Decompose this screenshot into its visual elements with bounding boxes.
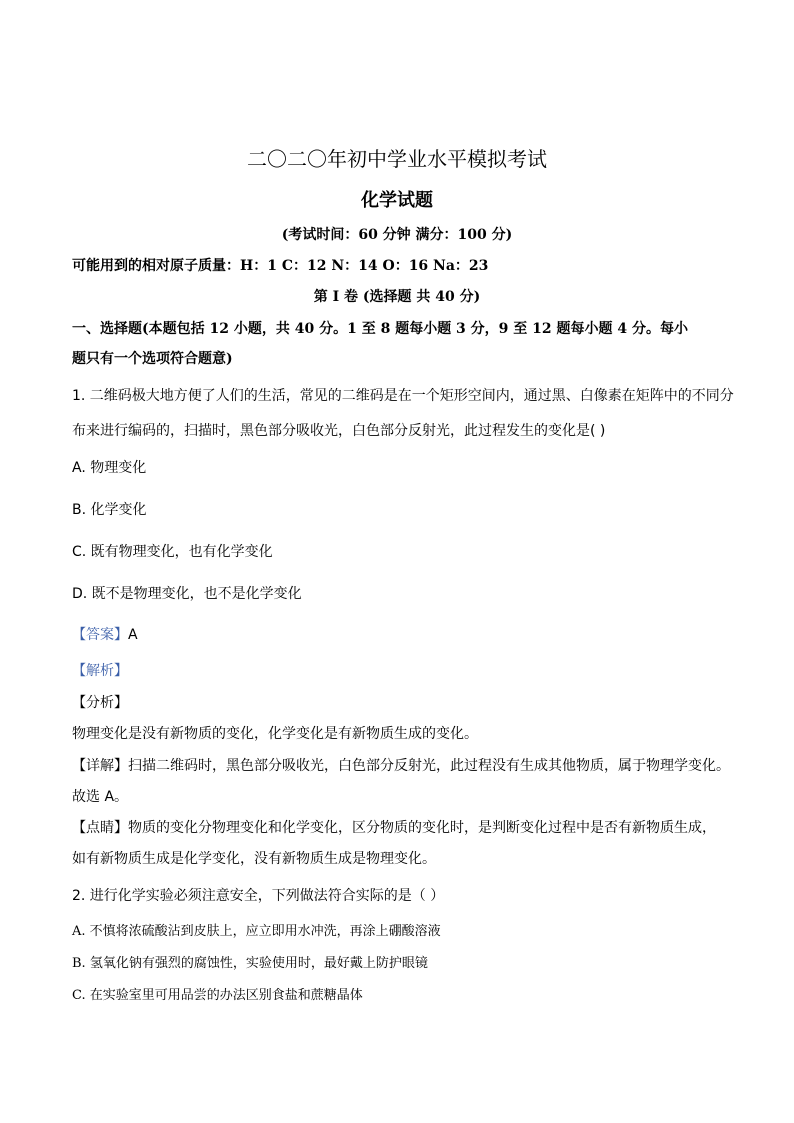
q1-stem-line1: 1. 二维码极大地方便了人们的生活，常见的二维码是在一个矩形空间内，通过黑、白像素在矩阵中的不同分 [72,388,734,404]
exam-info: (考试时间：60 分钟 满分：100 分) [281,227,513,243]
analysis-tag: 【解析】 [72,663,128,679]
detail-text: 扫描二维码时，黑色部分吸收光，白色部分反射光，此过程没有生成其他物质，属于物理学变化。 [128,758,730,774]
section-heading-line1: 一、选择题(本题包括 12 小题，共 40 分。1 至 8 题每小题 3 分，9 至 12 题每小题 4 分。每小 [72,321,689,337]
answer-value: A [128,627,138,643]
detail-line2: 故选 A。 [72,789,129,805]
comment-tag: 【点睛】 [72,820,128,836]
atomic-masses: 可能用到的相对原子质量：H：1 C：12 N：14 O：16 Na：23 [72,258,489,274]
volume-title: 第 I 卷 (选择题 共 40 分) [313,289,481,305]
q2-option-c: C. 在实验室里可用品尝的办法区别食盐和蔗糖晶体 [72,988,363,1003]
section-heading-line2: 题只有一个选项符合题意) [72,351,233,367]
q1-option-d: D. 既不是物理变化，也不是化学变化 [72,586,302,602]
comment-line2: 如有新物质生成是化学变化，没有新物质生成是物理变化。 [72,851,436,867]
q2-option-b: B. 氢氧化钠有强烈的腐蚀性，实验使用时，最好戴上防护眼镜 [72,956,428,971]
q1-option-a: A. 物理变化 [72,460,147,476]
fenxi-text: 物理变化是没有新物质的变化，化学变化是有新物质生成的变化。 [72,726,478,742]
q1-option-c: C. 既有物理变化，也有化学变化 [72,544,273,560]
q1-answer [72,624,722,644]
comment-line1 [72,817,722,837]
detail-line1 [72,755,730,775]
subject-title: 化学试题 [361,190,433,211]
exam-title: 二〇二〇年初中学业水平模拟考试 [247,147,547,171]
q1-option-b: B. 化学变化 [72,502,147,518]
fenxi-tag: 【分析】 [72,695,128,711]
q2-option-a: A. 不慎将浓硫酸沾到皮肤上，应立即用水冲洗，再涂上硼酸溶液 [72,924,441,939]
q2-stem: 2. 进行化学实验必须注意安全，下列做法符合实际的是（ ） [72,888,445,904]
q1-stem-line2: 布来进行编码的，扫描时，黑色部分吸收光，白色部分反射光，此过程发生的变化是( ) [72,423,606,439]
comment-text: 物质的变化分物理变化和化学变化，区分物质的变化时，是判断变化过程中是否有新物质生成， [128,820,716,836]
answer-tag: 【答案】 [72,627,128,643]
detail-tag: 【详解】 [72,758,128,774]
